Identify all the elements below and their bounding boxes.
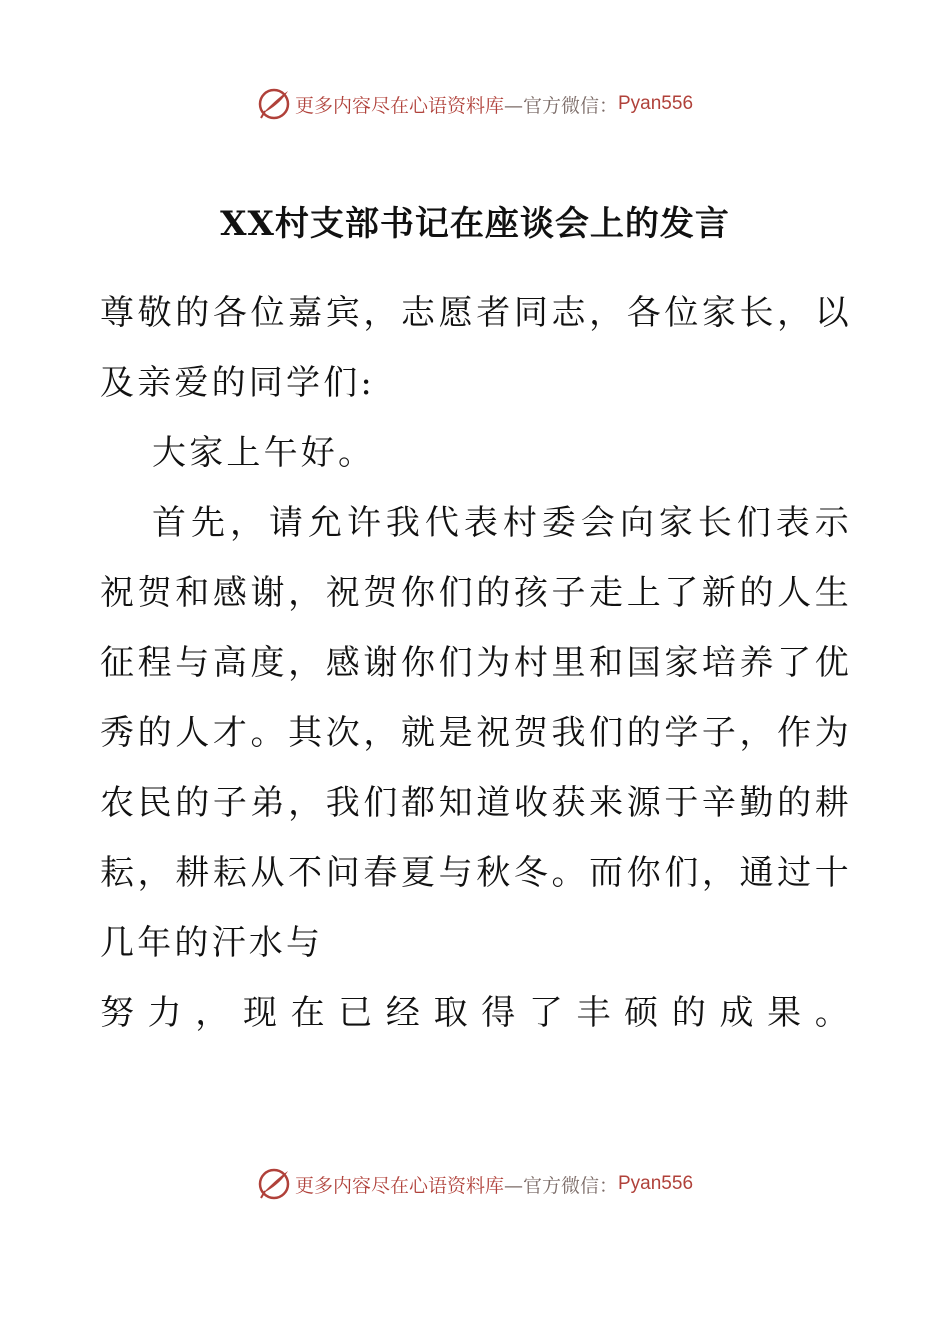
- quill-logo-icon: [257, 87, 291, 121]
- salutation-paragraph: 尊敬的各位嘉宾，志愿者同志，各位家长，以及亲爱的同学们:: [100, 293, 852, 403]
- banner-wechat-id: Pyan556: [618, 93, 694, 114]
- document-body: [100, 278, 852, 1048]
- banner-wechat-id: Pyan556: [618, 1173, 694, 1194]
- document-title: XX村支部书记在座谈会上的发言: [220, 204, 730, 244]
- main-paragraph: 首先，请允许我代表村委会向家长们表示祝贺和感谢，祝贺你们的孩子走上了新的人生征程与高度，感谢你们为村里和国家培养了优秀的人才。其次，就是祝贺我们的学子，作为农民的子弟，我们都知道收获来源于辛勤的耕耘，耕耘从不问春夏与秋冬。而你们，通过十几年的汗水与: [100, 503, 852, 963]
- banner-sub-text: —官方微信：: [503, 94, 618, 117]
- greeting-paragraph: 大家上午好。: [152, 433, 376, 473]
- banner-sub-text: —官方微信：: [503, 1174, 618, 1197]
- header-banner: [0, 82, 950, 126]
- footer-banner: [0, 1162, 950, 1206]
- quill-logo-icon: [257, 1167, 291, 1201]
- main-paragraph-last-line: 努力，现在已经取得了丰硕的成果。: [100, 993, 852, 1033]
- banner-main-text: 更多内容尽在心语资料库: [294, 94, 504, 117]
- banner-main-text: 更多内容尽在心语资料库: [294, 1174, 504, 1197]
